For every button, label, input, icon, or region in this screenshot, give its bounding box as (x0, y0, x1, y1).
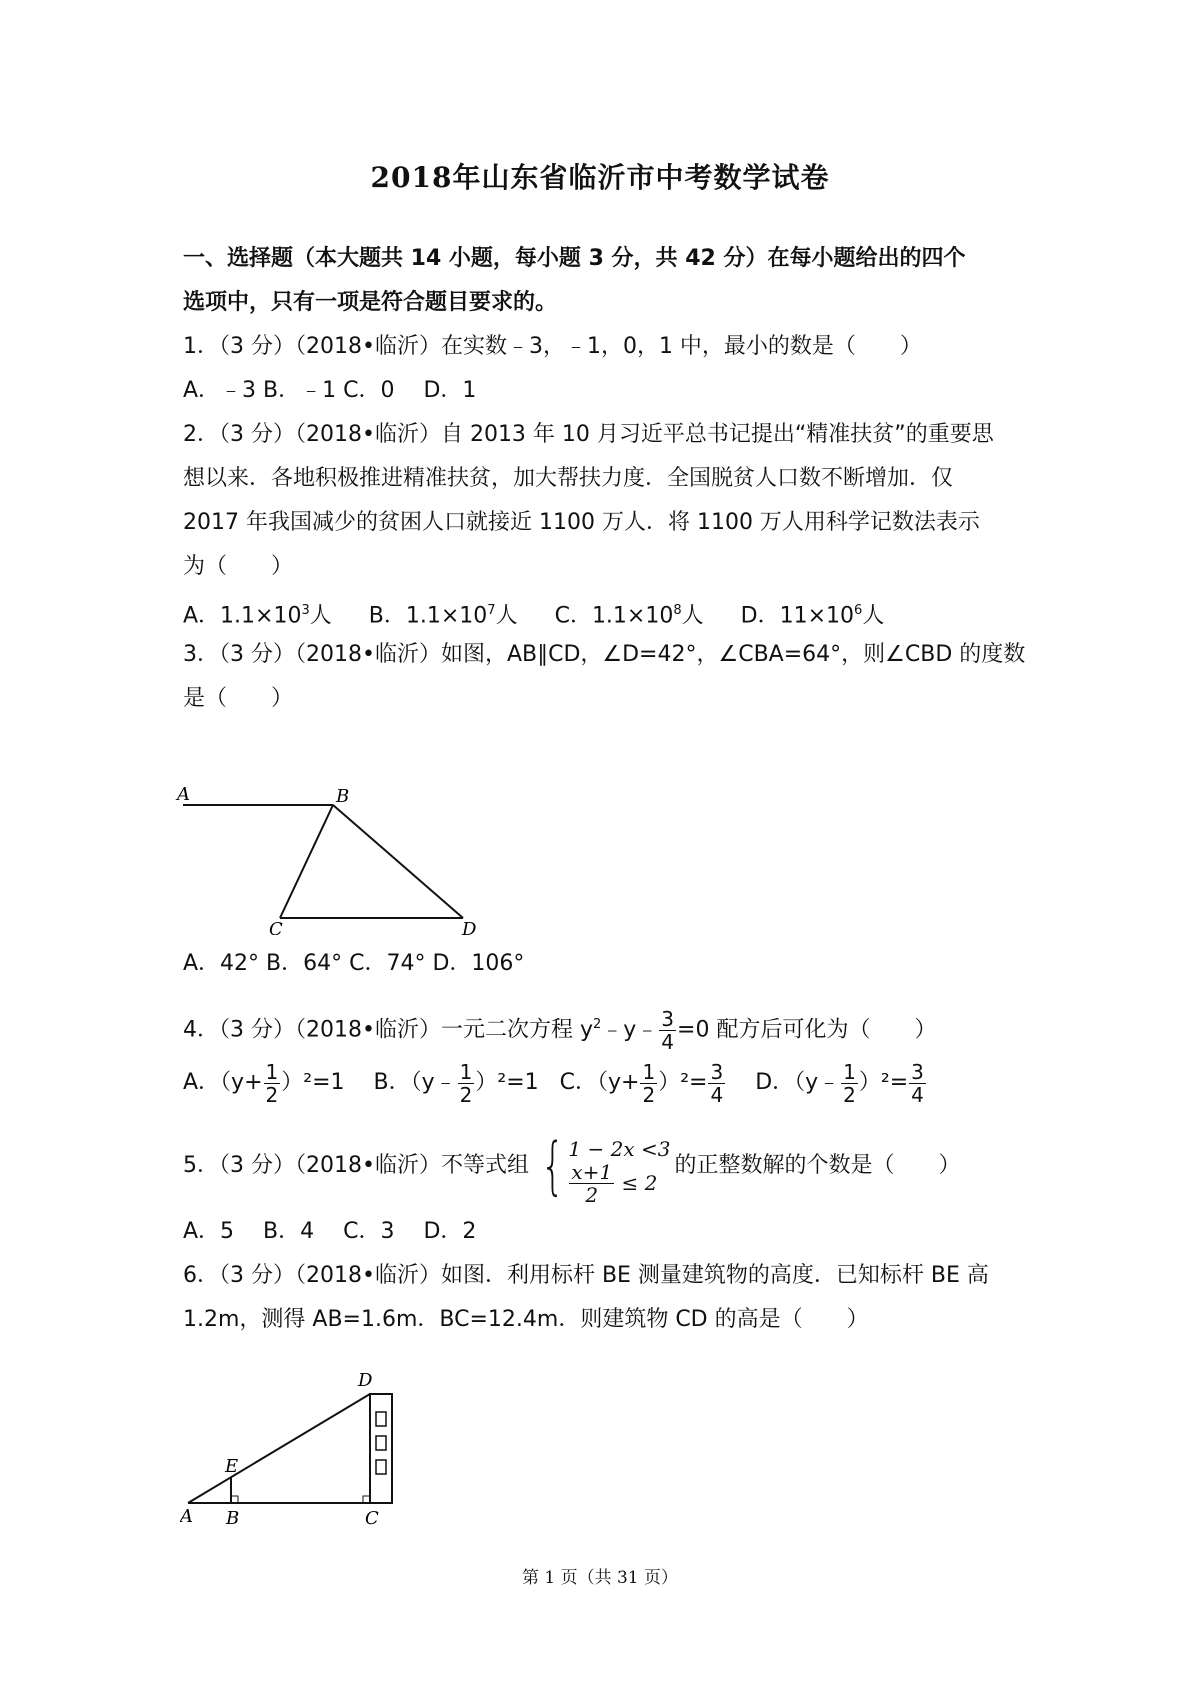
question-2-option-a: A．$1.1\times 10^3$人 (183, 603, 332, 629)
page-title: 2018年山东省临沂市中考数学试卷 (370, 161, 830, 194)
question-2-option-d: D．$11\times 10^6$人 (740, 603, 885, 629)
label-d: D (358, 1370, 373, 1391)
segment-bd (333, 805, 463, 918)
question-4-option-c: C．（y+ $\frac{1}{2}$ ）²= $\frac{3}{4}$ (559, 1059, 724, 1107)
label-a: A (177, 785, 190, 805)
question-2-line3: 2017 年我国减少的贫困人口就接近 1100 万人．将 1100 万人用科学记数法表示 (183, 510, 980, 535)
question-3-options: A．42° B．64° C．74° D．106° (183, 951, 525, 976)
inequality-1: 1 − 2x <3 (568, 1137, 671, 1161)
section-heading-line1: 一、选择题（本大题共 14 小题，每小题 3 分，共 42 分）在每小题给出的四个 (183, 246, 966, 271)
question-4-option-a: A．（y+ $\frac{1}{2}$ ）²=1 (183, 1059, 345, 1107)
label-b: B (226, 1508, 240, 1529)
building-window (376, 1460, 386, 1474)
question-4-stem: 4．（3 分）（2018•临沂）一元二次方程 $y^2﹣y﹣$ $\frac{3}{4}$ =0 配方后可化为（ ） (183, 1006, 937, 1054)
inequality-2: $\frac{x+1}{2}$ ≤ 2 (571, 1159, 658, 1207)
question-2-option-b: B．$1.1\times 10^7$人 (368, 603, 518, 629)
label-c: C (365, 1508, 379, 1529)
building-cd (370, 1394, 392, 1503)
question-1-stem: 1．（3 分）（2018•临沂）在实数﹣3，﹣1，0，1 中，最小的数是（ ） (183, 334, 922, 359)
section-heading-line2: 选项中，只有一项是符合题目要求的。 (183, 290, 558, 315)
question-2-option-c: C．$1.1\times 10^8$人 (554, 603, 704, 629)
right-angle-b (231, 1496, 238, 1503)
fraction-3-4: $\frac{3}{4}$ (661, 1006, 675, 1054)
label-e: E (225, 1456, 239, 1477)
label-b: B (336, 786, 350, 807)
label-a: A (180, 1506, 193, 1527)
question-4-option-b: B．（y﹣ $\frac{1}{2}$ ）²=1 (373, 1059, 539, 1107)
inequality-system (533, 1129, 671, 1207)
question-2-line4: 为（ ） (183, 554, 294, 579)
question-3-line1: 3．（3 分）（2018•临沂）如图，AB∥CD，∠D=42°，∠CBA=64°，则∠CBD 的度数 (183, 642, 1026, 667)
question-2-line2: 想以来．各地积极推进精准扶贫，加大帮扶力度．全国脱贫人口数不断增加．仅 (183, 466, 954, 491)
label-c: C (269, 919, 283, 935)
segment-bc (280, 805, 333, 918)
question-2-options (183, 595, 1033, 632)
question-5-options: A．5 B．4 C．3 D．2 (183, 1219, 477, 1244)
question-6-line1: 6．（3 分）（2018•临沂）如图．利用标杆 BE 测量建筑物的高度．已知标杆 BE 高 (183, 1263, 989, 1288)
building-window (376, 1412, 386, 1426)
left-brace: { (540, 1129, 565, 1202)
question-5-stem: 5．（3 分）（2018•临沂）不等式组 { 1 − 2x <3 $\frac{x+1}{2}$ ≤ 2 的正整数解的个数是（ ） (183, 1129, 961, 1207)
label-d: D (462, 919, 477, 935)
question-1-options: A．﹣3 B．﹣1 C．0 D．1 (183, 378, 477, 403)
question-3-line2: 是（ ） (183, 686, 294, 711)
question-4-options (183, 1058, 1033, 1108)
question-4-option-d: D．（y﹣ $\frac{1}{2}$ ）²= $\frac{3}{4}$ (755, 1059, 924, 1107)
right-angle-c (363, 1496, 370, 1503)
question-6-line2: 1.2m，测得 AB=1.6m．BC=12.4m．则建筑物 CD 的高是（ ） (183, 1307, 869, 1332)
page-footer: 第 1 页（共 31 页） (521, 1568, 679, 1588)
question-2-line1: 2．（3 分）（2018•临沂）自 2013 年 10 月习近平总书记提出“精准扶贫”的重要思 (183, 422, 994, 447)
question-3-figure (175, 785, 495, 935)
sight-line-ad (188, 1394, 370, 1503)
question-6-figure (180, 1362, 420, 1532)
building-window (376, 1436, 386, 1450)
